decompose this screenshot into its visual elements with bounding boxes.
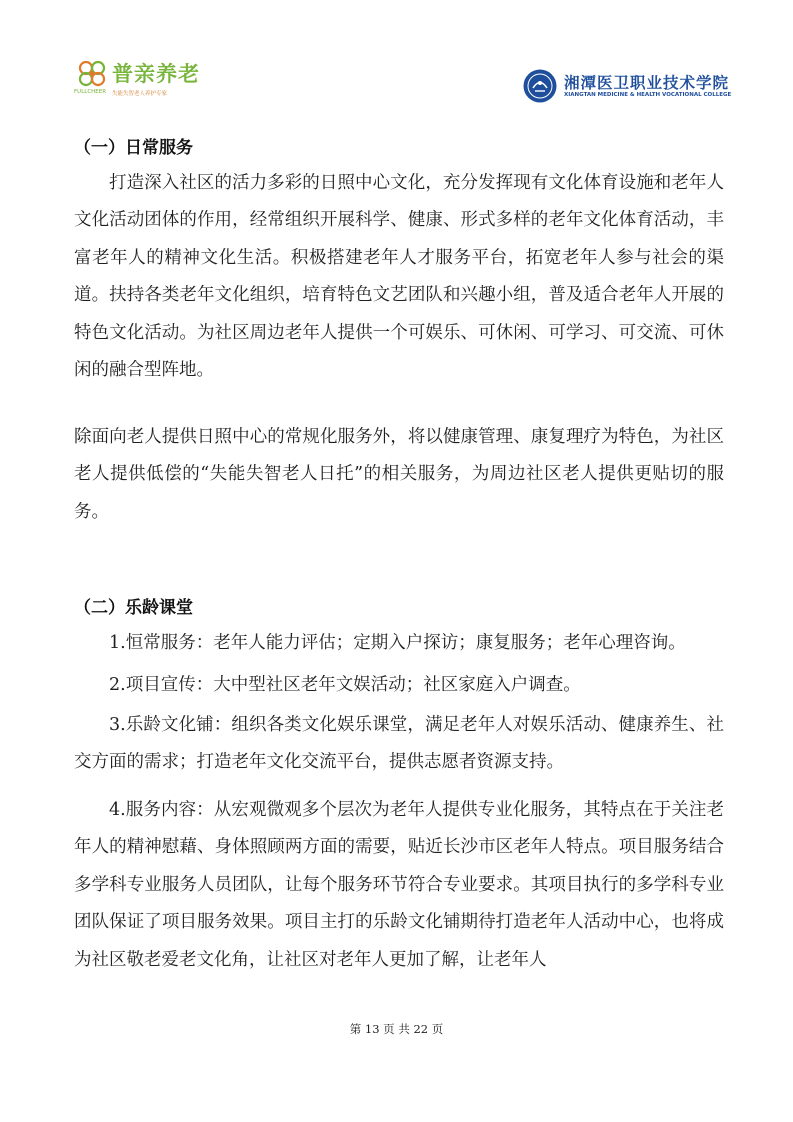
college-name-en: XIANGTAN MEDICINE & HEALTH VOCATIONAL COLLEGE [564, 92, 732, 98]
paragraph: 打造深入社区的活力多彩的日照中心文化，充分发挥现有文化体育设施和老年人文化活动团体的作用，经常组织开展科学、健康、形式多样的老年文化体育活动，丰富老年人的精神文化生活。积极搭建老年人才服务平台，拓宽老年人参与社会的渠道。扶持各类老年文化组织，培育特色文艺团队和兴趣小组，普及适合老年人开展的特色文化活动。为社区周边老年人提供一个可娱乐、可休闲、可学习、可交流、可休闲的融合型阵地。 [74, 173, 724, 381]
college-seal-icon [522, 68, 558, 104]
list-item: 3.乐龄文化铺：组织各类文化娱乐课堂，满足老年人对娱乐活动、健康养生、社交方面的需求；打造老年文化交流平台，提供志愿者资源支持。 [74, 715, 724, 773]
college-name-cn: 湘潭医卫职业技术学院 [564, 73, 730, 92]
list-item: 1.恒常服务：老年人能力评估；定期入户探访；康复服务；老年心理咨询。 [109, 633, 686, 653]
college-logo [522, 68, 732, 108]
paragraph: 除面向老人提供日照中心的常规化服务外，将以健康管理、康复理疗为特色，为社区老人提供低偿的“失能失智老人日托”的相关服务，为周边社区老人提供更贴切的服务。 [74, 427, 724, 522]
list-item: 4.服务内容：从宏观微观多个层次为老年人提供专业化服务，其特点在于关注老年人的精神慰藉、身体照顾两方面的需要，贴近长沙市区老年人特点。项目服务结合多学科专业服务人员团队，让每个服务环节符合专业要求。其项目执行的多学科专业团队保证了项目服务效果。项目主打的乐龄文化铺期待打造老年人活动中心，也将成为社区敬老爱老文化角，让社区对老年人更加了解，让老年人 [74, 800, 724, 970]
brand-tagline: 失能失智老人养护专家 [112, 91, 168, 97]
page-indicator: 第 13 页 共 22 页 [349, 1022, 444, 1036]
list-item: 2.项目宣传：大中型社区老年文娱活动；社区家庭入户调查。 [109, 675, 581, 695]
section-heading-daily-service: （一）日常服务 [74, 138, 193, 158]
fullcheer-logo [74, 58, 204, 102]
clover-flower-icon [74, 58, 110, 90]
brand-name: 普亲养老 [112, 62, 200, 86]
brand-english-name: FULLCHEER [74, 89, 107, 95]
section-heading-leling-classroom: （二）乐龄课堂 [74, 598, 193, 618]
